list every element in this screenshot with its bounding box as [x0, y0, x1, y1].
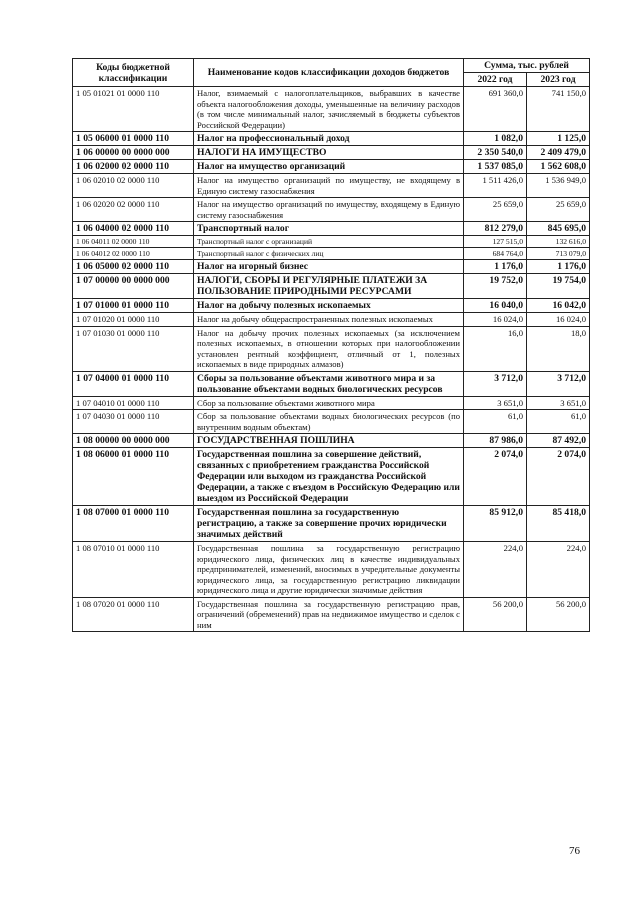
row-code: 1 05 06000 01 0000 110: [73, 132, 194, 146]
row-name: Государственная пошлина за государственную регистрацию прав, ограничений (обременений) прав на недвижимое имущество и сделок с ним: [194, 597, 464, 632]
row-value-2023: 25 659,0: [527, 198, 590, 222]
row-value-2022: 16,0: [464, 326, 527, 371]
table-row: [73, 506, 590, 542]
row-value-2023: 741 150,0: [527, 87, 590, 132]
row-value-2022: 127 515,0: [464, 236, 527, 248]
row-value-2023: 3 712,0: [527, 371, 590, 396]
row-value-2023: 1 536 949,0: [527, 174, 590, 198]
row-code: 1 08 07010 01 0000 110: [73, 542, 194, 598]
row-name: Сбор за пользование объектами водных биологических ресурсов (по внутренним водным объектам): [194, 410, 464, 434]
row-name: Сбор за пользование объектами животного мира: [194, 396, 464, 410]
row-value-2022: 1 082,0: [464, 132, 527, 146]
page-number: 76: [569, 845, 580, 857]
row-name: Налог на имущество организаций по имуществу, входящему в Единую систему газоснабжения: [194, 198, 464, 222]
row-value-2022: 684 764,0: [464, 248, 527, 260]
row-value-2023: 16 024,0: [527, 313, 590, 327]
table-row: [73, 174, 590, 198]
row-name: Налог на игорный бизнес: [194, 260, 464, 274]
row-value-2023: 61,0: [527, 410, 590, 434]
row-code: 1 07 04030 01 0000 110: [73, 410, 194, 434]
header-row: [73, 59, 590, 73]
table-row: [73, 87, 590, 132]
row-name: Налог, взимаемый с налогоплательщиков, выбравших в качестве объекта налогообложения доходы, уменьшенные на величину расходов (в том числе минимальный налог, зачисляемый в бюджеты субъектов Российской Федерации): [194, 87, 464, 132]
row-value-2023: 1 176,0: [527, 260, 590, 274]
row-code: 1 06 02010 02 0000 110: [73, 174, 194, 198]
table-row: [73, 396, 590, 410]
header-code: Коды бюджетной классификации: [73, 59, 194, 87]
row-value-2023: 1 125,0: [527, 132, 590, 146]
table-row: [73, 542, 590, 598]
row-value-2023: 3 651,0: [527, 396, 590, 410]
row-code: 1 06 02000 02 0000 110: [73, 160, 194, 174]
row-value-2022: 2 074,0: [464, 448, 527, 506]
header-sum: Сумма, тыс. рублей: [464, 59, 590, 73]
row-code: 1 06 02020 02 0000 110: [73, 198, 194, 222]
header-name: Наименование кодов классификации доходов бюджетов: [194, 59, 464, 87]
row-name: Транспортный налог: [194, 222, 464, 236]
row-value-2023: 56 200,0: [527, 597, 590, 632]
table-row: [73, 260, 590, 274]
table-row: [73, 132, 590, 146]
row-code: 1 07 04010 01 0000 110: [73, 396, 194, 410]
row-value-2022: 691 360,0: [464, 87, 527, 132]
row-name: Налог на добычу прочих полезных ископаемых (за исключением полезных ископаемых, в отношении которых при налогообложении установлен рентный коэффициент, отличный от 1, полезных ископаемых в виде природных алмазов): [194, 326, 464, 371]
table-row: [73, 299, 590, 313]
table-row: [73, 326, 590, 371]
row-value-2023: 224,0: [527, 542, 590, 598]
row-code: 1 06 04012 02 0000 110: [73, 248, 194, 260]
table-row: [73, 248, 590, 260]
row-value-2022: 3 712,0: [464, 371, 527, 396]
row-code: 1 06 04011 02 0000 110: [73, 236, 194, 248]
row-name: Налог на имущество организаций по имуществу, не входящему в Единую систему газоснабжения: [194, 174, 464, 198]
table-row: [73, 448, 590, 506]
row-value-2022: 16 024,0: [464, 313, 527, 327]
row-code: 1 08 06000 01 0000 110: [73, 448, 194, 506]
row-value-2022: 1 537 085,0: [464, 160, 527, 174]
row-value-2023: 713 079,0: [527, 248, 590, 260]
row-name: НАЛОГИ НА ИМУЩЕСТВО: [194, 146, 464, 160]
table-row: [73, 236, 590, 248]
row-code: 1 07 01020 01 0000 110: [73, 313, 194, 327]
row-code: 1 08 00000 00 0000 000: [73, 434, 194, 448]
row-name: Сборы за пользование объектами животного мира и за пользование объектами водных биологических ресурсов: [194, 371, 464, 396]
table-row: [73, 313, 590, 327]
row-value-2022: 25 659,0: [464, 198, 527, 222]
table-row: [73, 371, 590, 396]
row-name: Государственная пошлина за государственную регистрацию юридического лица, физических лиц в качестве индивидуальных предпринимателей, изменений, вносимых в учредительные документы юридического лица, за государственную регистрацию ликвидации юридического лица и другие юридически значимые действия: [194, 542, 464, 598]
row-name: Налог на добычу полезных ископаемых: [194, 299, 464, 313]
row-value-2023: 1 562 608,0: [527, 160, 590, 174]
row-value-2022: 85 912,0: [464, 506, 527, 542]
row-name: Налог на добычу общераспространенных полезных ископаемых: [194, 313, 464, 327]
row-value-2023: 132 616,0: [527, 236, 590, 248]
row-value-2023: 19 754,0: [527, 274, 590, 299]
table-body: [73, 87, 590, 632]
row-value-2023: 845 695,0: [527, 222, 590, 236]
row-name: ГОСУДАРСТВЕННАЯ ПОШЛИНА: [194, 434, 464, 448]
row-code: 1 07 00000 00 0000 000: [73, 274, 194, 299]
row-value-2022: 1 511 426,0: [464, 174, 527, 198]
row-value-2022: 87 986,0: [464, 434, 527, 448]
row-value-2023: 87 492,0: [527, 434, 590, 448]
table-row: [73, 434, 590, 448]
row-name: НАЛОГИ, СБОРЫ И РЕГУЛЯРНЫЕ ПЛАТЕЖИ ЗА ПОЛЬЗОВАНИЕ ПРИРОДНЫМИ РЕСУРСАМИ: [194, 274, 464, 299]
table-row: [73, 160, 590, 174]
row-value-2022: 3 651,0: [464, 396, 527, 410]
table-row: [73, 410, 590, 434]
header-year-2023: 2023 год: [527, 73, 590, 87]
row-code: 1 07 04000 01 0000 110: [73, 371, 194, 396]
row-value-2023: 16 042,0: [527, 299, 590, 313]
table-row: [73, 146, 590, 160]
table-row: [73, 597, 590, 632]
row-value-2022: 2 350 540,0: [464, 146, 527, 160]
row-code: 1 08 07020 01 0000 110: [73, 597, 194, 632]
row-value-2023: 18,0: [527, 326, 590, 371]
budget-revenue-table: [72, 58, 590, 632]
row-name: Налог на имущество организаций: [194, 160, 464, 174]
row-code: 1 06 00000 00 0000 000: [73, 146, 194, 160]
row-value-2022: 56 200,0: [464, 597, 527, 632]
row-name: Государственная пошлина за государственную регистрацию, а также за совершение прочих юридически значимых действий: [194, 506, 464, 542]
row-code: 1 05 01021 01 0000 110: [73, 87, 194, 132]
table-row: [73, 274, 590, 299]
row-code: 1 07 01030 01 0000 110: [73, 326, 194, 371]
table-row: [73, 198, 590, 222]
row-value-2023: 2 409 479,0: [527, 146, 590, 160]
row-name: Транспортный налог с организаций: [194, 236, 464, 248]
row-name: Транспортный налог с физических лиц: [194, 248, 464, 260]
row-code: 1 06 04000 02 0000 110: [73, 222, 194, 236]
row-value-2023: 2 074,0: [527, 448, 590, 506]
row-code: 1 06 05000 02 0000 110: [73, 260, 194, 274]
row-value-2022: 1 176,0: [464, 260, 527, 274]
header-year-2022: 2022 год: [464, 73, 527, 87]
row-name: Налог на профессиональный доход: [194, 132, 464, 146]
row-value-2023: 85 418,0: [527, 506, 590, 542]
row-code: 1 07 01000 01 0000 110: [73, 299, 194, 313]
row-value-2022: 16 040,0: [464, 299, 527, 313]
row-value-2022: 19 752,0: [464, 274, 527, 299]
row-value-2022: 61,0: [464, 410, 527, 434]
row-value-2022: 224,0: [464, 542, 527, 598]
row-name: Государственная пошлина за совершение действий, связанных с приобретением гражданства Российской Федерации или выходом из гражданства Российской Федерации, а также с въездом в Российскую Федерацию или выездом из Российской Федерации: [194, 448, 464, 506]
row-code: 1 08 07000 01 0000 110: [73, 506, 194, 542]
row-value-2022: 812 279,0: [464, 222, 527, 236]
table-row: [73, 222, 590, 236]
